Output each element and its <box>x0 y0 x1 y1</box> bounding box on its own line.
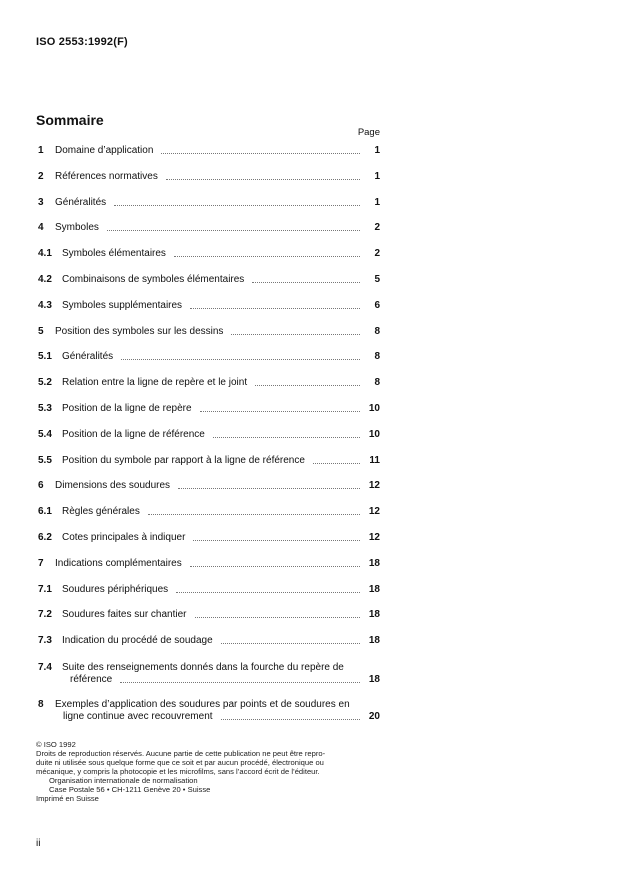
toc-entry-number: 7.2 <box>38 609 52 621</box>
toc-entry-title: Dimensions des soudures <box>55 480 171 492</box>
toc-entry[interactable] <box>36 197 380 209</box>
page-title: Sommaire <box>36 112 104 128</box>
dot-leader <box>161 152 360 154</box>
toc-entry[interactable] <box>36 171 380 183</box>
toc-entry[interactable] <box>36 506 380 518</box>
printed-in: Imprimé en Suisse <box>36 794 99 803</box>
dot-leader <box>190 307 360 309</box>
toc-entry-title: Symboles <box>55 222 99 234</box>
toc-entry-number: 6.2 <box>38 532 52 543</box>
toc-entry-title: Position des symboles sur les dessins <box>55 325 224 337</box>
toc-entry[interactable] <box>36 429 380 441</box>
dot-leader <box>200 410 360 412</box>
toc-entry-title: Relation entre la ligne de repère et le joint <box>62 377 248 389</box>
toc-entry-page: 1 <box>374 145 380 156</box>
toc-entry-page: 18 <box>368 557 380 569</box>
toc-entry-title: Exemples d’application des soudures par points et de soudures en <box>55 699 350 710</box>
dot-leader <box>178 487 360 489</box>
toc-entry-number: 4.3 <box>38 299 52 311</box>
toc-entry-page: 1 <box>374 170 380 182</box>
toc-entry-number: 6 <box>38 480 44 492</box>
toc-entry-number: 6.1 <box>38 506 52 518</box>
toc-entry-title: Symboles supplémentaires <box>62 299 183 311</box>
toc-entry-number: 5.3 <box>38 403 52 414</box>
toc-entry[interactable] <box>36 326 380 338</box>
toc-entry[interactable] <box>36 377 380 389</box>
copyright-text-line: duite ni utilisée sous quelque forme que ce soit et par aucun procédé, électronique ou <box>36 758 324 767</box>
dot-leader <box>313 462 360 464</box>
toc-entry-number: 3 <box>38 196 44 208</box>
dot-leader <box>252 281 360 283</box>
dot-leader <box>107 229 360 231</box>
toc-entry-page: 12 <box>368 480 380 492</box>
toc-entry-page: 12 <box>368 532 380 543</box>
toc-entry-title: Cotes principales à indiquer <box>62 532 186 543</box>
copyright-symbol-line: © ISO 1992 <box>36 740 76 749</box>
toc-entry-title: Généralités <box>62 351 114 363</box>
toc-entry-page: 8 <box>374 351 380 363</box>
toc-entry[interactable] <box>36 635 380 647</box>
toc-entry-title: Suite des renseignements donnés dans la fourche du repère de <box>62 662 344 673</box>
toc-entry-title-continued: ligne continue avec recouvrement <box>63 711 213 722</box>
toc-entry-page: 2 <box>374 222 380 234</box>
toc-entry-page: 5 <box>374 274 380 285</box>
toc-entry-title: Soudures faites sur chantier <box>62 609 187 621</box>
dot-leader <box>121 358 360 360</box>
dot-leader <box>193 539 360 541</box>
toc-entry-title: Position de la ligne de référence <box>62 428 205 440</box>
toc-entry[interactable] <box>36 532 380 544</box>
dot-leader <box>231 333 360 335</box>
toc-entry-page: 1 <box>374 196 380 208</box>
organisation-name: Organisation internationale de normalisation <box>49 776 198 785</box>
toc-entry-number: 5.5 <box>38 454 52 466</box>
toc-entry-page: 2 <box>374 248 380 260</box>
toc-entry[interactable] <box>36 662 380 686</box>
toc-entry[interactable] <box>36 480 380 492</box>
toc-entry[interactable] <box>36 609 380 621</box>
dot-leader <box>221 642 360 644</box>
toc-entry-title: Soudures périphériques <box>62 583 169 595</box>
toc-entry-page: 8 <box>374 325 380 337</box>
toc-entry-page: 18 <box>368 674 380 685</box>
toc-entry[interactable] <box>36 145 380 157</box>
toc-entry-number: 7.1 <box>38 583 52 595</box>
dot-leader <box>213 436 360 438</box>
toc-entry-page: 10 <box>368 428 380 440</box>
dot-leader <box>176 591 360 593</box>
toc-entry[interactable] <box>36 351 380 363</box>
toc-entry[interactable] <box>36 222 380 234</box>
dot-leader <box>120 681 360 683</box>
copyright-notice <box>36 740 386 803</box>
toc-entry-title: Position du symbole par rapport à la ligne de référence <box>62 454 305 466</box>
copyright-text-line: Droits de reproduction réservés. Aucune partie de cette publication ne peut être repro- <box>36 749 326 758</box>
toc-entry-title: Règles générales <box>62 506 140 518</box>
toc-entry[interactable] <box>36 558 380 570</box>
toc-entry-page: 6 <box>374 299 380 311</box>
toc-entry-page: 10 <box>368 403 380 414</box>
organisation-address: Case Postale 56 • CH-1211 Genève 20 • Suisse <box>49 785 211 794</box>
toc-entry-title: Généralités <box>55 196 107 208</box>
toc-entry-title: Indications complémentaires <box>55 557 182 569</box>
toc-entry-title-continued: référence <box>70 674 113 685</box>
toc-entry[interactable] <box>36 584 380 596</box>
toc-entry-number: 7.4 <box>38 662 52 673</box>
toc-entry-page: 18 <box>368 609 380 621</box>
dot-leader <box>114 204 360 206</box>
toc-entry-number: 5 <box>38 325 44 337</box>
toc-entry[interactable] <box>36 274 380 286</box>
toc-entry-number: 7.3 <box>38 635 52 647</box>
toc-entry-number: 4 <box>38 222 44 234</box>
page-number: ii <box>36 838 41 849</box>
toc-entry-page: 18 <box>368 583 380 595</box>
toc-entry[interactable] <box>36 300 380 312</box>
dot-leader <box>190 565 360 567</box>
toc-entry-page: 20 <box>368 711 380 722</box>
dot-leader <box>174 255 360 257</box>
toc-entry-title: Références normatives <box>55 170 158 182</box>
toc-entry-number: 8 <box>38 699 44 710</box>
toc-entry-title: Position de la ligne de repère <box>62 403 192 414</box>
toc-entry-page: 11 <box>369 454 380 466</box>
toc-entry-number: 1 <box>38 145 44 156</box>
dot-leader <box>195 616 360 618</box>
copyright-text-line: mécanique, y compris la photocopie et les microfilms, sans l’accord écrit de l’éditeur. <box>36 767 320 776</box>
toc-entry-title: Symboles élémentaires <box>62 248 166 260</box>
toc-entry-title: Combinaisons de symboles élémentaires <box>62 274 245 285</box>
document-header: ISO 2553:1992(F) <box>36 36 128 48</box>
toc-entry[interactable] <box>36 699 380 723</box>
dot-leader <box>148 513 360 515</box>
toc-entry-number: 5.4 <box>38 428 52 440</box>
dot-leader <box>255 384 360 386</box>
toc-entry-number: 4.1 <box>38 248 52 260</box>
dot-leader <box>221 718 360 720</box>
toc-entry-title: Domaine d’application <box>55 145 154 156</box>
toc-entry[interactable] <box>36 455 380 467</box>
toc-entry-number: 7 <box>38 557 44 569</box>
toc-entry[interactable] <box>36 403 380 415</box>
toc-entry-title: Indication du procédé de soudage <box>62 635 213 647</box>
page-column-label: Page <box>357 127 380 138</box>
toc-entry-number: 5.2 <box>38 377 52 389</box>
toc-entry-number: 5.1 <box>38 351 52 363</box>
toc-entry-page: 8 <box>374 377 380 389</box>
dot-leader <box>166 178 360 180</box>
toc-entry-number: 4.2 <box>38 274 52 285</box>
toc-entry-number: 2 <box>38 170 44 182</box>
toc-entry-page: 18 <box>368 635 380 647</box>
toc-entry[interactable] <box>36 248 380 260</box>
toc-entry-page: 12 <box>368 506 380 518</box>
